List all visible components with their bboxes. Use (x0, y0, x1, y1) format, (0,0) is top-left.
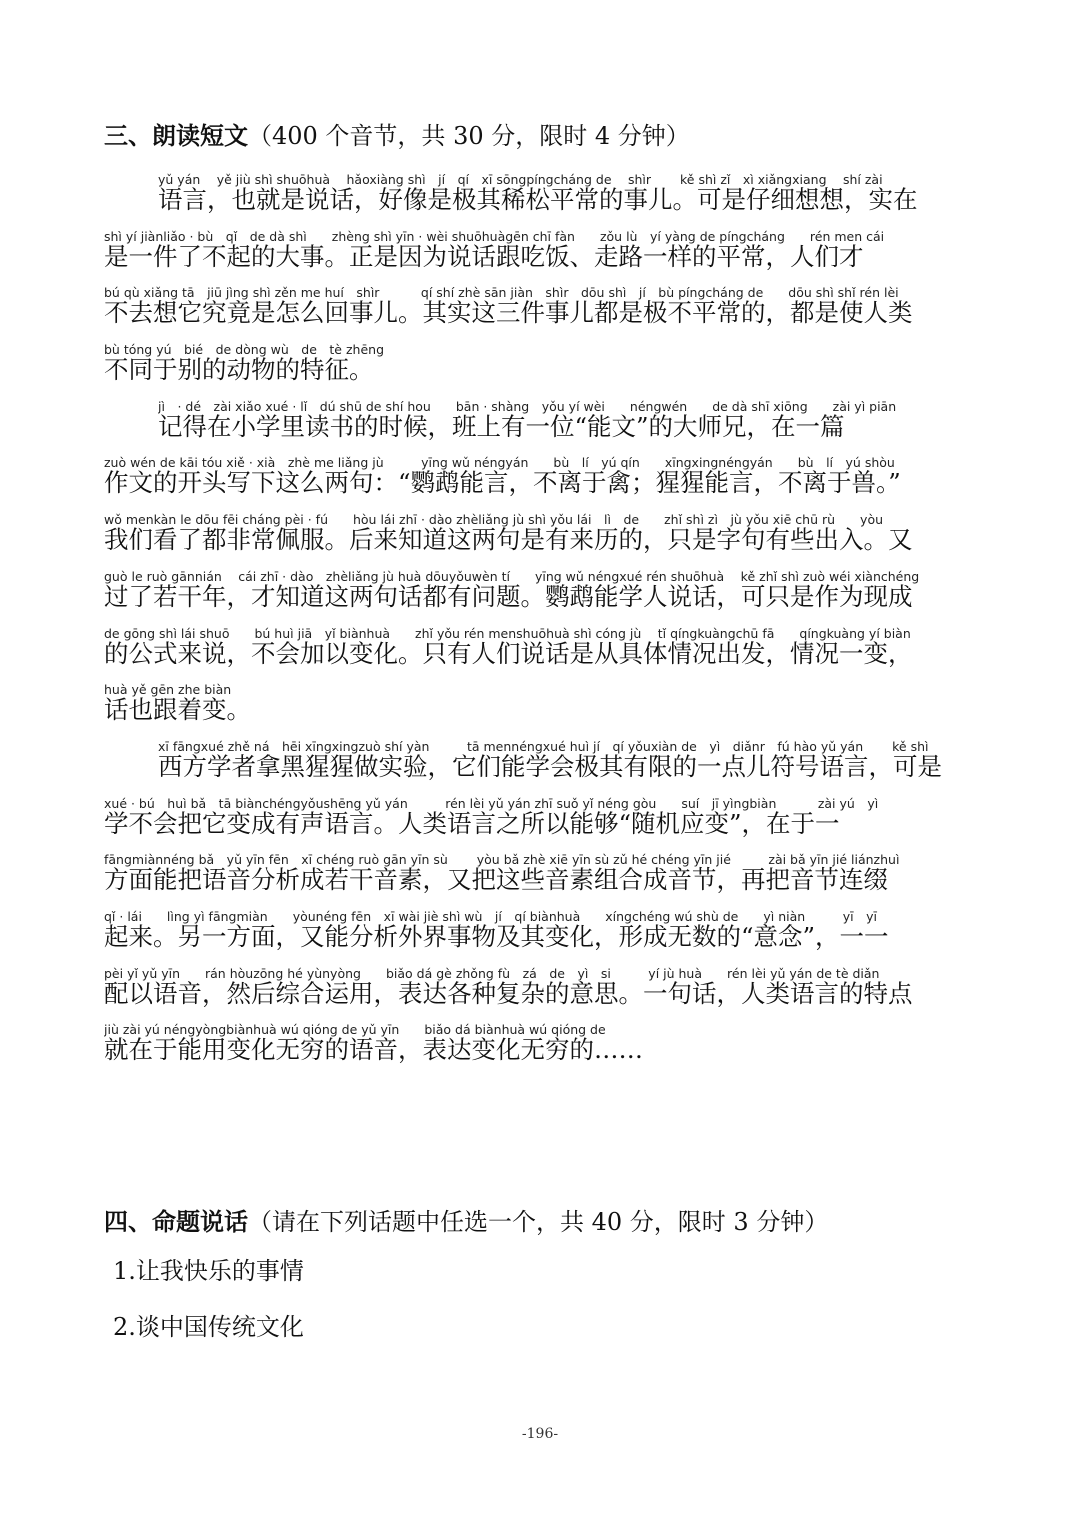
section-4-note: （请在下列话题中任选一个，共 40 分，限时 3 分钟） (248, 1208, 829, 1236)
passage-line (104, 792, 978, 849)
hanzi-line: 语言，也就是说话，好像是极其稀松平常的事儿。可是仔细想想，实在 (158, 185, 918, 214)
pinyin-line: fāngmiànnéng bǎ yǔ yīn fēn xī chéng ruò gān yīn sù yòu bǎ zhè xiē yīn sù zǔ hé chéng yīn jié zài bǎ yīn jié liánzhuì (104, 852, 900, 868)
pinyin-line: huà yě gēn zhe biàn (104, 682, 232, 698)
section-3-note: （400 个音节，共 30 分，限时 4 分钟） (248, 122, 690, 150)
passage-line (104, 905, 978, 962)
pinyin-line: guò le ruò gānnián cái zhī · dào zhèliǎng jù huà dōuyǒuwèn tí yīng wǔ néngxué rén shuōhuà kě zhǐ shì zuò wéi xiànchéng (104, 568, 920, 584)
pinyin-line: pèi yǐ yǔ yīn rán hòuzōng hé yùnyòng biǎo dá gè zhǒng fù zá de yì si yí jù huà rén lèi yǔ yán de tè diǎn (104, 965, 880, 981)
reading-passage (104, 168, 978, 1075)
passage-line (104, 225, 978, 282)
pinyin-line: shì yí jiànliǎo · bù qǐ de dà shì zhèng shì yīn · wèi shuōhuàgēn chī fàn zǒu lù yí yàng de píngcháng rén men cái (104, 228, 885, 244)
hanzi-line: 作文的开头写下这么两句：“鹦鹉能言，不离于禽；猩猩能言，不离于兽。” (104, 468, 901, 498)
hanzi-line: 过了若干年，才知道这两句话都有问题。鹦鹉能学人说话，可只是作为现成 (104, 581, 913, 611)
section-3-title (104, 121, 690, 151)
pinyin-line: wǒ menkàn le dōu fēi cháng pèi · fú hòu lái zhī · dào zhèliǎng jù shì yǒu lái lì de zhǐ shì zì jù yǒu xiē chū rù yòu (104, 512, 884, 528)
hanzi-line: 不同于别的动物的特征。 (104, 355, 374, 385)
passage-line (104, 962, 978, 1019)
passage-line (104, 338, 978, 395)
hanzi-line: 就在于能用变化无穷的语音，表达变化无穷的…… (104, 1035, 643, 1065)
hanzi-line: 是一件了不起的大事。正是因为说话跟吃饭、走路一样的平常，人们才 (104, 241, 864, 271)
pinyin-line: bú qù xiǎng tā jiū jìng shì zěn me huí shìr qí shí zhè sān jiàn shìr dōu shì jí bù píngcháng de dōu shì shǐ rén lèi (104, 285, 899, 301)
pinyin-line: jiù zài yú néngyòngbiànhuà wú qióng de yǔ yīn biǎo dá biànhuà wú qióng de (104, 1022, 606, 1038)
passage-line (104, 565, 978, 622)
passage-line (104, 451, 978, 508)
pinyin-line: bù tóng yú bié de dòng wù de tè zhēng (104, 342, 385, 358)
pinyin-line: zuò wén de kāi tóu xiě · xià zhè me liǎng jù yīng wǔ néngyán bù lí yú qín xīngxingnéngyán bù lí yú shòu (104, 455, 895, 471)
pinyin-line: xué · bú huì bǎ tā biànchéngyǒushēng yǔ yán rén lèi yǔ yán zhī suǒ yǐ néng gòu suí jī yìngbiàn zài yú yì (104, 795, 879, 811)
pinyin-line: xī fāngxué zhě ná hēi xīngxingzuò shí yàn tā mennéngxué huì jí qí yǒuxiàn de yì diǎnr fú hào yǔ yán kě shì (158, 738, 929, 754)
section-4-heading: 四、命题说话 (104, 1208, 248, 1236)
hanzi-line: 我们看了都非常佩服。后来知道这两句是有来历的，只是字句有些出入。又 (104, 525, 913, 555)
pinyin-line: qǐ · lái lìng yì fāngmiàn yòunéng fēn xī wài jiè shì wù jí qí biànhuà xíngchéng wú shù de yì niàn yī yī (104, 908, 877, 924)
topic-item: 1.让我快乐的事情 (113, 1257, 304, 1285)
hanzi-line: 西方学者拿黑猩猩做实验，它们能学会极其有限的一点儿符号语言，可是 (158, 751, 942, 781)
page-number: -196- (521, 1426, 559, 1442)
passage-line (104, 678, 978, 735)
passage-line (104, 622, 978, 679)
hanzi-line: 话也跟着变。 (104, 695, 251, 725)
hanzi-line: 学不会把它变成有声语言。人类语言之所以能够“随机应变”，在于一 (104, 808, 840, 838)
topic-item: 2.谈中国传统文化 (113, 1313, 304, 1341)
section-3-heading: 三、朗读短文 (104, 122, 248, 150)
passage-line (104, 168, 978, 225)
pinyin-line: jì · dé zài xiǎo xué · lǐ dú shū de shí hou bān · shàng yǒu yí wèi néngwén de dà shī xiōng zài yì piān (158, 398, 897, 414)
hanzi-line: 方面能把语音分析成若干音素，又把这些音素组合成音节，再把音节连缀 (104, 865, 888, 895)
passage-line (104, 395, 978, 452)
hanzi-line: 配以语音，然后综合运用，表达各种复杂的意思。一句话，人类语言的特点 (104, 978, 913, 1008)
passage-line (104, 735, 978, 792)
hanzi-line: 记得在小学里读书的时候，班上有一位“能文”的大师兄，在一篇 (158, 411, 845, 441)
pinyin-line: yǔ yán yě jiù shì shuōhuà hǎoxiàng shì jí qí xī sōngpíngcháng de shìr kě shì zǐ xì xiǎngxiang shí zài (158, 172, 883, 187)
passage-line (104, 508, 978, 565)
passage-line (104, 281, 978, 338)
section-4-title (104, 1207, 828, 1237)
passage-line (104, 1018, 978, 1075)
hanzi-line: 的公式来说，不会加以变化。只有人们说话是从具体情况出发，情况一变， (104, 638, 913, 668)
hanzi-line: 起来。另一方面，又能分析外界事物及其变化，形成无数的“意念”，一一 (104, 921, 889, 951)
passage-line (104, 848, 978, 905)
hanzi-line: 不去想它究竟是怎么回事儿。其实这三件事儿都是极不平常的，都是使人类 (104, 298, 913, 328)
pinyin-line: de gōng shì lái shuō bú huì jiā yǐ biànhuà zhǐ yǒu rén menshuōhuà shì cóng jù tǐ qíngkuàngchū fā qíngkuàng yí biàn (104, 625, 911, 641)
